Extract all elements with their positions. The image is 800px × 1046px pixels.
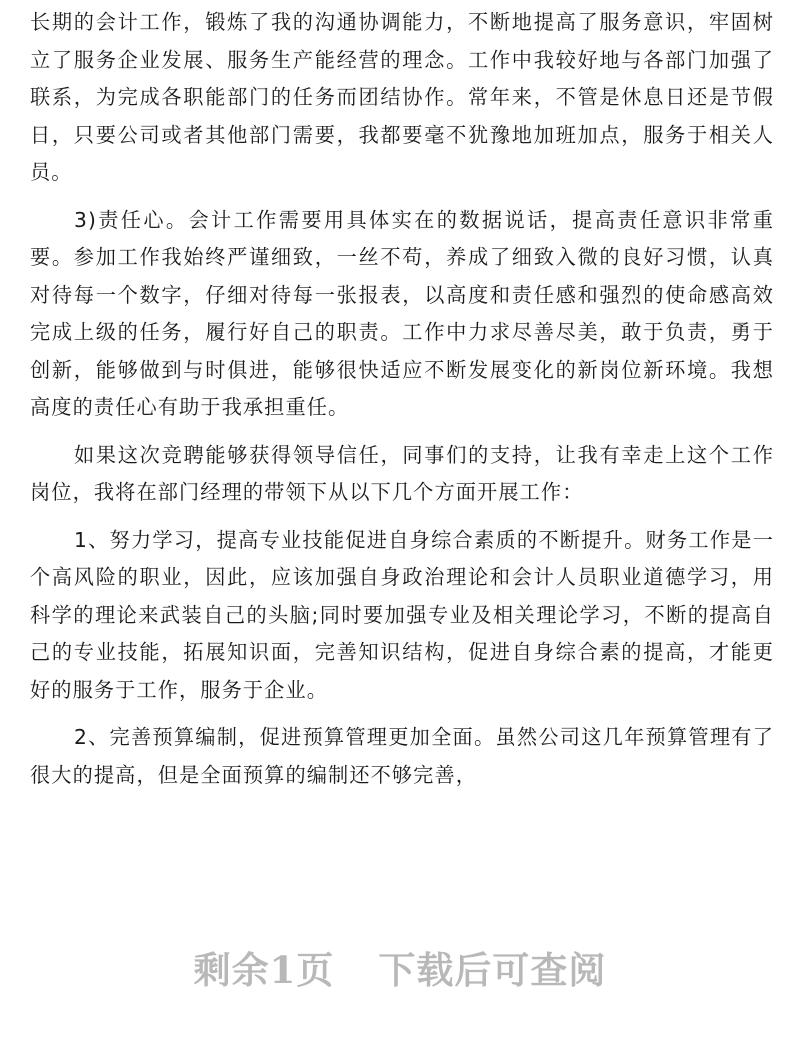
paragraph-study: 1、努力学习，提高专业技能促进自身综合素质的不断提升。财务工作是一个高风险的职业，因此，应该加强自身政治理论和会计人员职业道德学习，用科学的理论来武装自己的头脑;同时要加强专业及相关理论学习，不断的提高自己的专业技能，拓展知识面，完善知识结构，促进自身综合素的提高，才能更好的服务于工作，服务于企业。 — [30, 527, 774, 702]
document-body — [30, 4, 774, 804]
paragraph-budget: 2、完善预算编制，促进预算管理更加全面。虽然公司这几年预算管理有了很大的提高，但是全面预算的编制还不够完善， — [30, 725, 774, 787]
download-to-view-text: 下载后可查阅 — [378, 948, 607, 992]
paragraph-job-plan-intro: 如果这次竞聘能够获得领导信任，同事们的支持，让我有幸走上这个工作岗位，我将在部门经理的带领下从以下几个方面开展工作： — [30, 442, 774, 504]
remaining-pages-text: 剩余1页 — [193, 948, 335, 992]
download-prompt-banner — [0, 940, 800, 994]
paragraph-responsibility: 3)责任心。会计工作需要用具体实在的数据说话，提高责任意识非常重要。参加工作我始终严谨细致，一丝不苟，养成了细致入微的良好习惯，认真对待每一个数字，仔细对待每一张报表，以高度和责任感和强烈的使命感高效完成上级的任务，履行好自己的职责。工作中力求尽善尽美，敢于负责，勇于创新，能够做到与时俱进，能够很快适应不断发展变化的新岗位新环境。我想高度的责任心有助于我承担重任。 — [30, 207, 774, 419]
paragraph-communication: 长期的会计工作，锻炼了我的沟通协调能力，不断地提高了服务意识，牢固树立了服务企业发展、服务生产能经营的理念。工作中我较好地与各部门加强了联系，为完成各职能部门的任务而团结协作。常年来，不管是休息日还是节假日，只要公司或者其他部门需要，我都要毫不犹豫地加班加点，服务于相关人员。 — [30, 10, 774, 184]
